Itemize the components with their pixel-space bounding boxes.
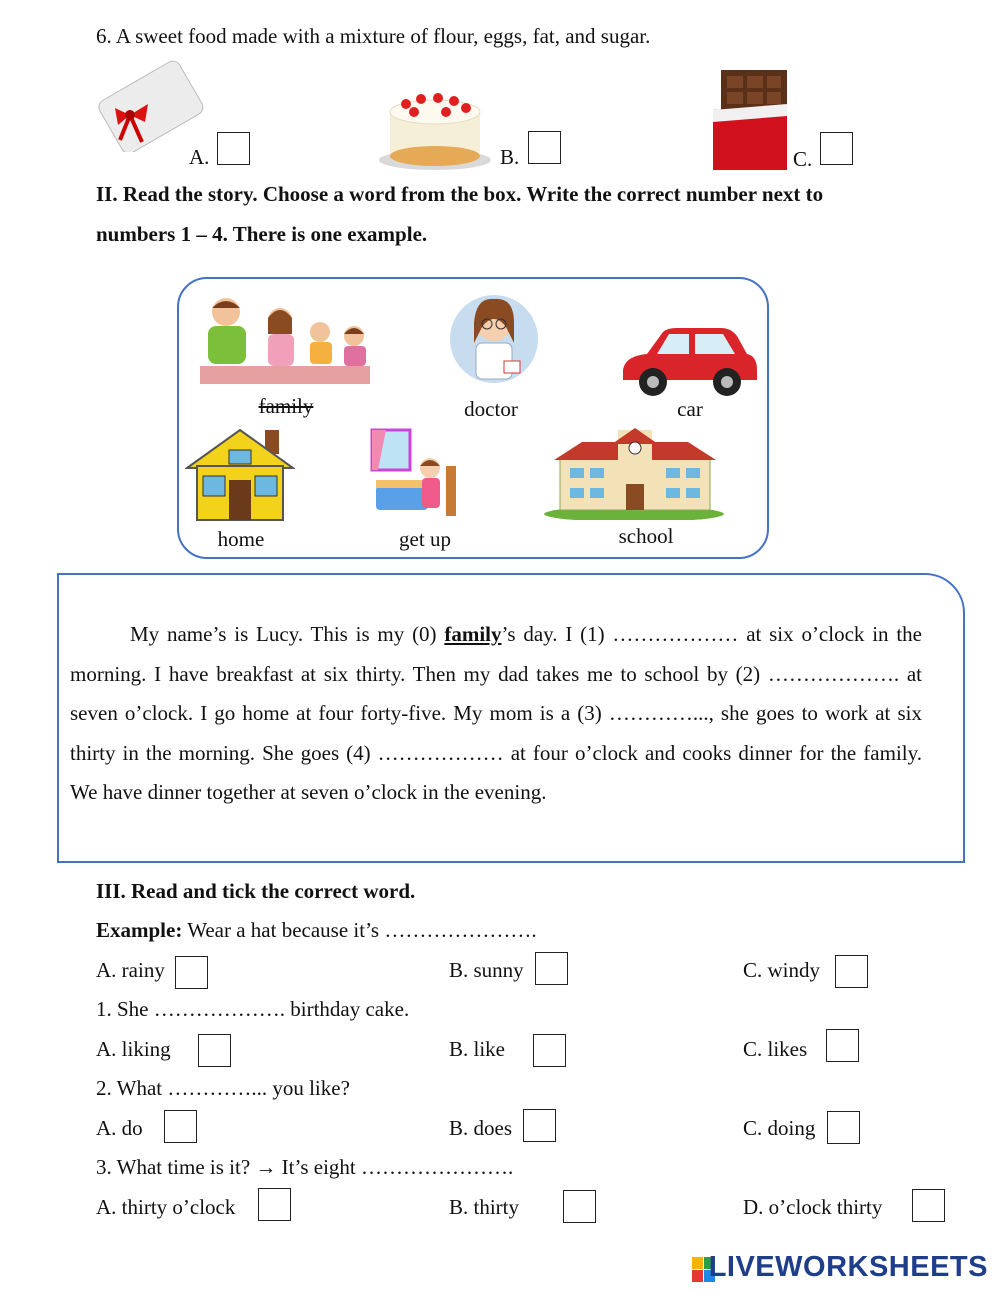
q1-option-c: C. likes	[743, 1037, 808, 1061]
example-option-c-checkbox[interactable]	[835, 955, 868, 988]
section2-instruction-line2: numbers 1 – 4. There is one example.	[96, 222, 428, 246]
q2-option-c: C. doing	[743, 1116, 816, 1140]
word-doctor: doctor	[464, 397, 518, 421]
cake-image	[376, 82, 494, 174]
q2-option-c-checkbox[interactable]	[827, 1111, 860, 1144]
word-car: car	[677, 397, 703, 421]
story-part-a: My name’s is Lucy. This is my (0)	[130, 622, 445, 646]
section2-instruction-line1: II. Read the story. Choose a word from the box. Write the correct number next to	[96, 182, 824, 206]
story-example-word: family	[444, 622, 502, 646]
word-home: home	[217, 527, 265, 551]
q1-option-a: A. liking	[96, 1037, 171, 1061]
story-text	[70, 615, 922, 813]
q1-option-b-checkbox[interactable]	[533, 1034, 566, 1067]
q1-option-c-checkbox[interactable]	[826, 1029, 859, 1062]
liveworksheets-logo[interactable]: LIVEWORKSHEETS	[708, 1251, 988, 1283]
example-option-b-checkbox[interactable]	[535, 952, 568, 985]
q6-option-b-label: B.	[500, 145, 520, 169]
doctor-image	[446, 283, 542, 391]
q1-option-b: B. like	[449, 1037, 505, 1061]
q6-option-b-checkbox[interactable]	[528, 131, 561, 164]
home-image	[185, 428, 295, 522]
car-image	[617, 324, 761, 400]
q2-option-b: B. does	[449, 1116, 512, 1140]
q6-option-a-checkbox[interactable]	[217, 132, 250, 165]
q3-option-b: B. thirty	[449, 1195, 520, 1219]
question-3: 3. What time is it? → It’s eight ………………….	[96, 1155, 514, 1179]
get-up-image	[368, 426, 464, 522]
example-option-b: B. sunny	[449, 958, 524, 982]
section3-title: III. Read and tick the correct word.	[96, 879, 416, 903]
school-image	[542, 428, 726, 520]
example-option-c: C. windy	[743, 958, 821, 982]
q6-option-c-checkbox[interactable]	[820, 132, 853, 165]
example-option-a: A. rainy	[96, 958, 165, 982]
q6-option-c-label: C.	[793, 147, 813, 171]
q1-option-a-checkbox[interactable]	[198, 1034, 231, 1067]
q3-option-b-checkbox[interactable]	[563, 1190, 596, 1223]
example-label: Example:	[96, 918, 183, 942]
section3-example	[96, 918, 537, 943]
example-option-a-checkbox[interactable]	[175, 956, 208, 989]
question-2: 2. What …………... you like?	[96, 1076, 350, 1100]
family-image	[196, 294, 374, 394]
question-1: 1. She ………………. birthday cake.	[96, 997, 410, 1021]
q3-option-a-checkbox[interactable]	[258, 1188, 291, 1221]
q2-option-b-checkbox[interactable]	[523, 1109, 556, 1142]
q2-option-a-checkbox[interactable]	[164, 1110, 197, 1143]
word-family: family	[258, 394, 314, 418]
word-school: school	[618, 524, 674, 548]
q6-text: 6. A sweet food made with a mixture of flour, eggs, fat, and sugar.	[96, 24, 651, 48]
q3-option-c: D. o’clock thirty	[743, 1195, 883, 1219]
gift-card-image	[90, 60, 208, 152]
q3-option-c-checkbox[interactable]	[912, 1189, 945, 1222]
word-get-up: get up	[399, 527, 451, 551]
q2-option-a: A. do	[96, 1116, 143, 1140]
story-part-b: ’s day. I (1) ……………… at six o’clock in the morning. I have breakfast at six thirty. Then my dad takes me to school by (2) ………………. at seven o’clock. I go home at four forty-five. My mom is a (3) …………..., she goes to work at six thirty in the morning. She goes (4) ……………… at four o’clock and cooks dinner for the family. We have dinner together at seven o’clock in the evening.	[70, 622, 922, 805]
chocolate-image	[705, 66, 795, 176]
q6-option-a-label: A.	[189, 145, 210, 169]
example-text: Wear a hat because it’s ………………….	[182, 918, 537, 942]
q3-option-a: A. thirty o’clock	[96, 1195, 236, 1219]
